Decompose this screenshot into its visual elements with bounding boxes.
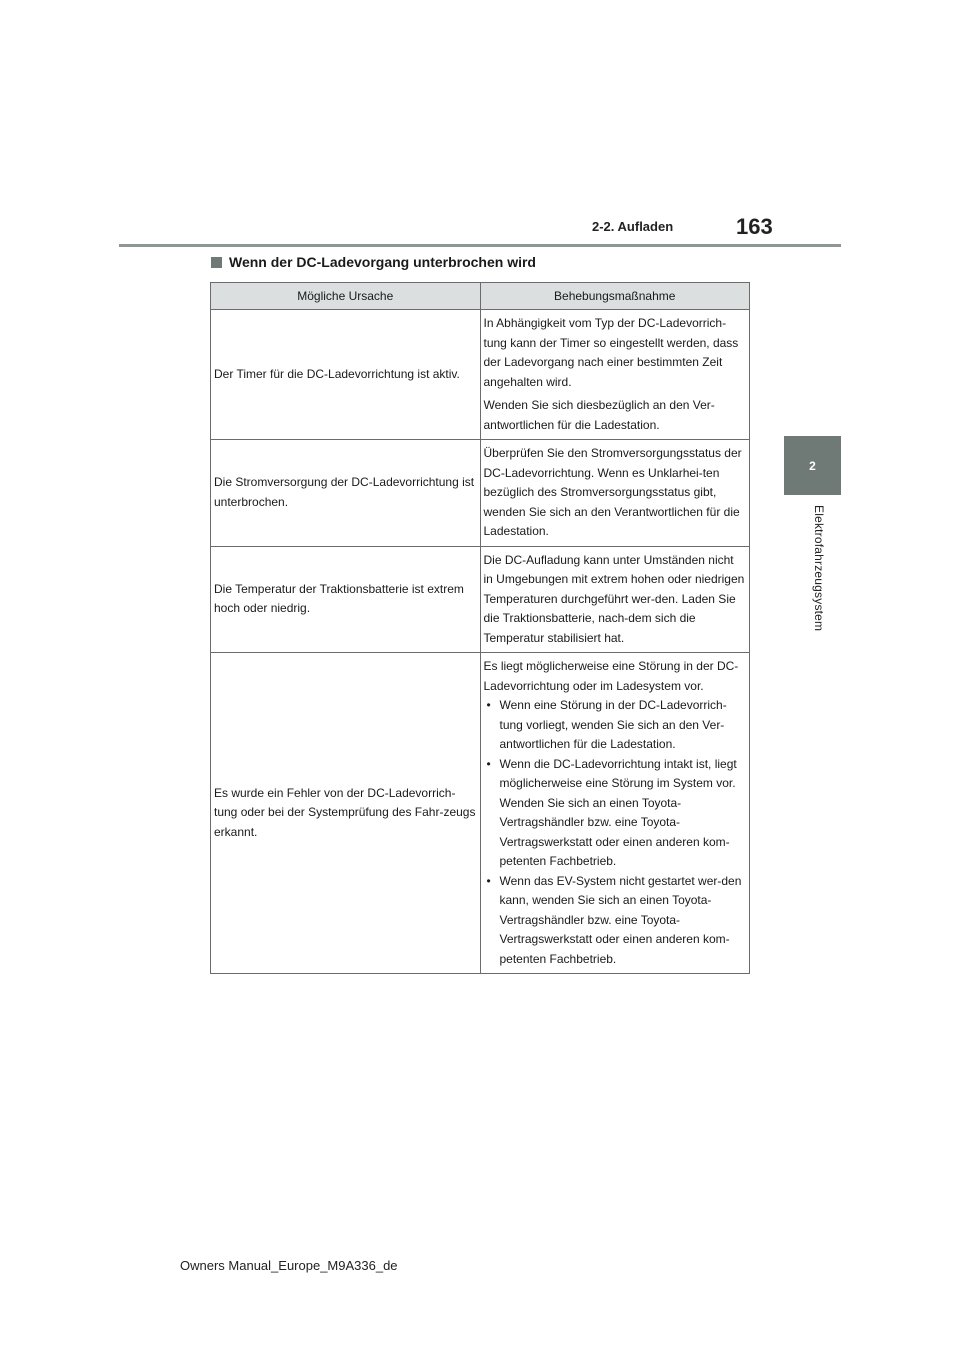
table-header-row [211, 283, 750, 310]
remedy-cell [480, 653, 750, 974]
section-heading [211, 254, 536, 270]
remedy-cell [480, 546, 750, 653]
troubleshooting-table [210, 282, 750, 974]
table-row [211, 546, 750, 653]
cause-cell: Der Timer für die DC-Ladevorrichtung ist aktiv. [211, 310, 481, 440]
remedy-bullet-list [484, 696, 747, 969]
section-label: 2-2. Aufladen [592, 219, 674, 234]
cause-cell: Es wurde ein Fehler von der DC-Ladevorrich-tung oder bei der Systemprüfung des Fahr-zeugs erkannt. [211, 653, 481, 974]
square-bullet-icon [211, 257, 222, 268]
remedy-cell [480, 310, 750, 440]
table-row [211, 653, 750, 974]
page-number: 163 [736, 214, 773, 239]
remedy-text: Wenden Sie sich diesbezüglich an den Ver-antwortlichen für die Ladestation. [483, 398, 715, 432]
chapter-tab: 2 [784, 436, 841, 495]
column-header-remedy: Behebungsmaßnahme [480, 283, 750, 310]
list-item: • Wenn eine Störung in der DC-Ladevorrich-tung vorliegt, wenden Sie sich an den Ver-antwortlichen für die Ladestation. [484, 696, 747, 755]
cause-cell: Die Temperatur der Traktionsbatterie ist extrem hoch oder niedrig. [211, 546, 481, 653]
remedy-text: Die DC-Aufladung kann unter Umständen nicht in Umgebungen mit extrem hohen oder niedrigen Temperaturen durchgeführt wer-den. Laden Sie die Traktionsbatterie, nach-dem sich die Temperatur stabilisiert hat. [483, 552, 745, 645]
remedy-intro: Es liegt möglicherweise eine Störung in der DC-Ladevorrichtung oder im Ladesystem vor. [483, 659, 739, 693]
chapter-title: Elektrofahrzeugsystem [812, 505, 826, 632]
remedy-cell [480, 440, 750, 547]
section-heading-text: Wenn der DC-Ladevorgang unterbrochen wird [229, 254, 536, 270]
remedy-text: Überprüfen Sie den Stromversorgungsstatus der DC-Ladevorrichtung. Wenn es Unklarhei-ten bezüglich des Stromversorgungsstatus gibt, wenden Sie sich an den Verantwortlichen für die Ladestation. [483, 446, 742, 538]
cause-cell: Die Stromversorgung der DC-Ladevorrichtung ist unterbrochen. [211, 440, 481, 547]
header-divider [119, 244, 841, 247]
list-item: • Wenn die DC-Ladevorrichtung intakt ist, liegt möglicherweise eine Störung im System vor. Wenden Sie sich an einen Toyota-Vertragshändler bzw. eine Toyota-Vertragswerkstatt oder einen anderen kom-petenten Fachbetrieb. [484, 755, 747, 872]
table-row [211, 440, 750, 547]
footer-text: Owners Manual_Europe_M9A336_de [180, 1258, 398, 1273]
list-item: • Wenn das EV-System nicht gestartet wer-den kann, wenden Sie sich an einen Toyota-Vertragshändler bzw. eine Toyota-Vertragswerkstatt oder einen anderen kom-petenten Fachbetrieb. [484, 872, 747, 970]
remedy-text: In Abhängigkeit vom Typ der DC-Ladevorrich-tung kann der Timer so eingestellt werden, dass der Ladevorgang nach einer bestimmten Zeit angehalten wird. [483, 316, 739, 389]
table-row [211, 310, 750, 440]
column-header-cause: Mögliche Ursache [211, 283, 481, 310]
